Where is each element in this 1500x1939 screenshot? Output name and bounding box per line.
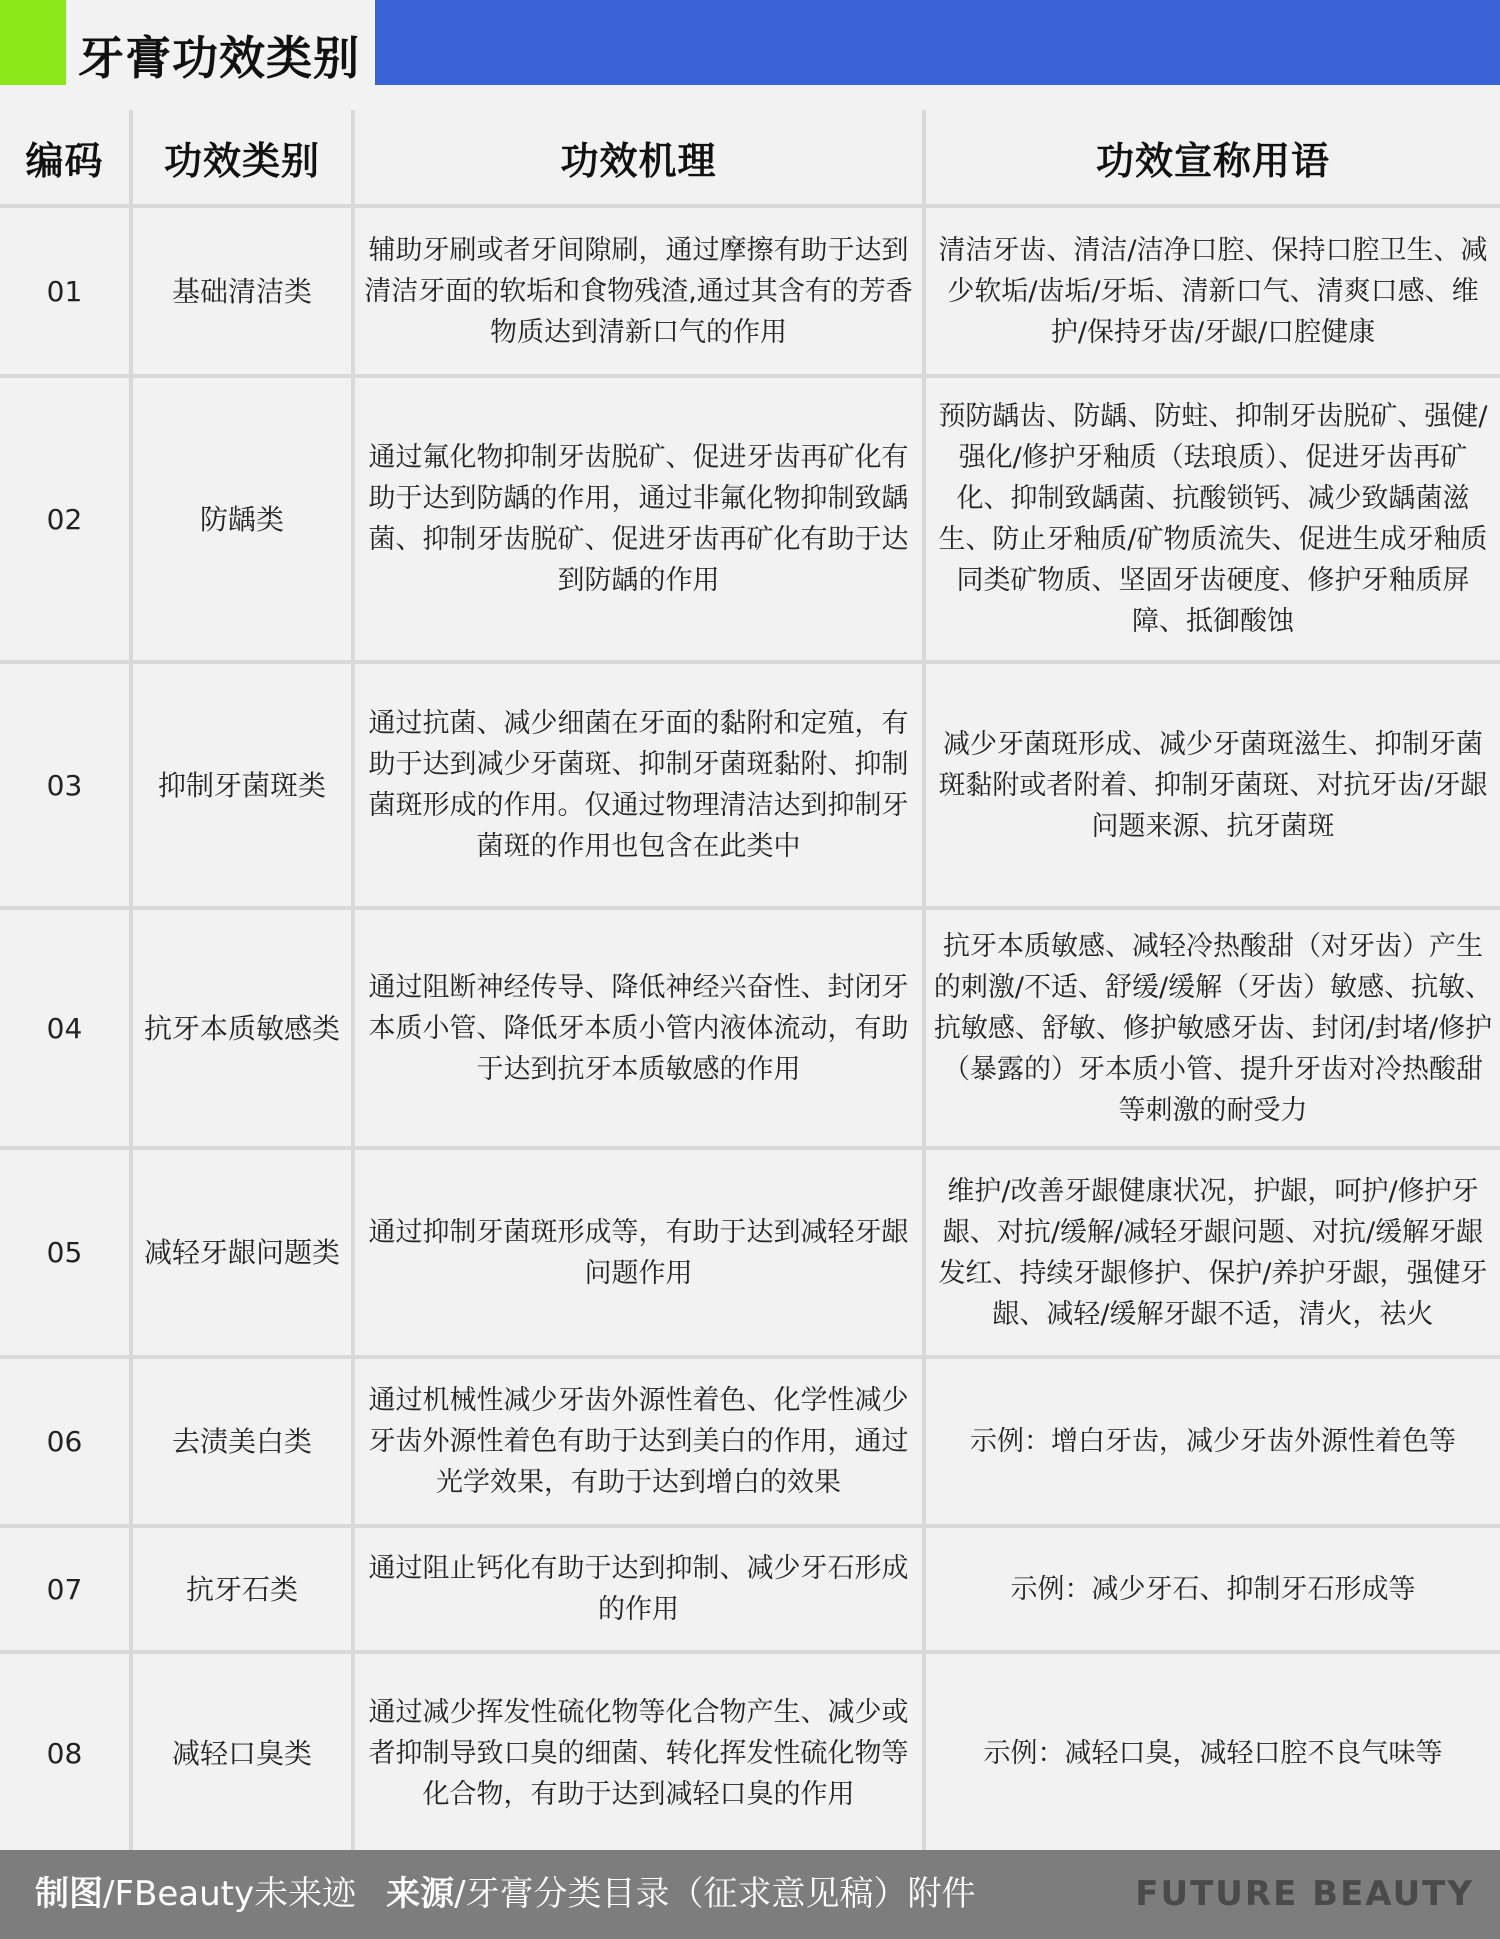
footer-maker-value: /FBeauty未来迹 [103, 1874, 357, 1914]
row-code: 04 [0, 908, 131, 1148]
row-category: 减轻牙龈问题类 [131, 1148, 353, 1357]
row-category: 防龋类 [131, 376, 353, 662]
row-code: 01 [0, 206, 131, 376]
row-claims: 预防龋齿、防龋、防蛀、抑制牙齿脱矿、强健/强化/修护牙釉质（珐琅质）、促进牙齿再矿化、抑制致龋菌、抗酸锁钙、减少致龋菌滋生、防止牙釉质/矿物质流失、促进生成牙釉质同类矿物质、坚固牙齿硬度、修护牙釉质屏障、抵御酸蚀 [924, 376, 1500, 662]
row-mechanism: 通过阻断神经传导、降低神经兴奋性、封闭牙本质小管、降低牙本质小管内液体流动，有助于达到抗牙本质敏感的作用 [353, 908, 924, 1148]
row-mechanism: 通过氟化物抑制牙齿脱矿、促进牙齿再矿化有助于达到防龋的作用，通过非氟化物抑制致龋菌、抑制牙齿脱矿、促进牙齿再矿化有助于达到防龋的作用 [353, 376, 924, 662]
table-row [0, 1357, 1500, 1526]
table-row [0, 206, 1500, 376]
table-row [0, 1652, 1500, 1852]
row-mechanism: 通过抑制牙菌斑形成等，有助于达到减轻牙龈问题作用 [353, 1148, 924, 1357]
table-row [0, 1526, 1500, 1652]
footer-source-label: 来源 [386, 1874, 455, 1914]
row-code: 07 [0, 1526, 131, 1652]
header-claims: 功效宣称用语 [924, 110, 1500, 206]
footer-credits [35, 1850, 976, 1939]
table-row [0, 662, 1500, 908]
header-mechanism: 功效机理 [353, 110, 924, 206]
row-code: 06 [0, 1357, 131, 1526]
row-claims: 维护/改善牙龈健康状况，护龈，呵护/修护牙龈、对抗/缓解/减轻牙龈问题、对抗/缓解牙龈发红、持续牙龈修护、保护/养护牙龈，强健牙龈、减轻/缓解牙龈不适，清火，祛火 [924, 1148, 1500, 1357]
table-row [0, 376, 1500, 662]
row-claims: 示例：减少牙石、抑制牙石形成等 [924, 1526, 1500, 1652]
row-category: 减轻口臭类 [131, 1652, 353, 1852]
row-claims: 减少牙菌斑形成、减少牙菌斑滋生、抑制牙菌斑黏附或者附着、抑制牙菌斑、对抗牙齿/牙龈问题来源、抗牙菌斑 [924, 662, 1500, 908]
row-mechanism: 辅助牙刷或者牙间隙刷，通过摩擦有助于达到清洁牙面的软垢和食物残渣,通过其含有的芳香物质达到清新口气的作用 [353, 206, 924, 376]
row-claims: 抗牙本质敏感、减轻冷热酸甜（对牙齿）产生的刺激/不适、舒缓/缓解（牙齿）敏感、抗敏、抗敏感、舒敏、修护敏感牙齿、封闭/封堵/修护（暴露的）牙本质小管、提升牙齿对冷热酸甜等刺激的耐受力 [924, 908, 1500, 1148]
row-claims: 示例：减轻口臭，减轻口腔不良气味等 [924, 1652, 1500, 1852]
row-claims: 清洁牙齿、清洁/洁净口腔、保持口腔卫生、减少软垢/齿垢/牙垢、清新口气、清爽口感、维护/保持牙齿/牙龈/口腔健康 [924, 206, 1500, 376]
table-row [0, 908, 1500, 1148]
row-mechanism: 通过阻止钙化有助于达到抑制、减少牙石形成的作用 [353, 1526, 924, 1652]
footer-maker-label: 制图 [35, 1874, 103, 1914]
row-code: 08 [0, 1652, 131, 1852]
row-code: 02 [0, 376, 131, 662]
row-category: 抗牙本质敏感类 [131, 908, 353, 1148]
table-row [0, 1148, 1500, 1357]
footer-bar [0, 1850, 1500, 1939]
row-mechanism: 通过减少挥发性硫化物等化合物产生、减少或者抑制导致口臭的细菌、转化挥发性硫化物等化合物，有助于达到减轻口臭的作用 [353, 1652, 924, 1852]
header-accent-blue [375, 0, 1500, 85]
efficacy-table [0, 110, 1500, 1852]
header-category: 功效类别 [131, 110, 353, 206]
header-accent-green [0, 0, 66, 85]
row-category: 基础清洁类 [131, 206, 353, 376]
row-category: 抗牙石类 [131, 1526, 353, 1652]
row-category: 去渍美白类 [131, 1357, 353, 1526]
row-mechanism: 通过抗菌、减少细菌在牙面的黏附和定殖，有助于达到减少牙菌斑、抑制牙菌斑黏附、抑制菌斑形成的作用。仅通过物理清洁达到抑制牙菌斑的作用也包含在此类中 [353, 662, 924, 908]
page-title: 牙膏功效类别 [78, 31, 360, 85]
row-claims: 示例：增白牙齿，减少牙齿外源性着色等 [924, 1357, 1500, 1526]
row-category: 抑制牙菌斑类 [131, 662, 353, 908]
row-code: 03 [0, 662, 131, 908]
table-header-row [0, 110, 1500, 206]
row-code: 05 [0, 1148, 131, 1357]
footer-source-value: /牙膏分类目录（征求意见稿）附件 [454, 1874, 976, 1914]
footer-brand-logo: FUTURE BEAUTY [1135, 1874, 1474, 1914]
row-mechanism: 通过机械性减少牙齿外源性着色、化学性减少牙齿外源性着色有助于达到美白的作用，通过光学效果，有助于达到增白的效果 [353, 1357, 924, 1526]
header-code: 编码 [25, 138, 104, 183]
